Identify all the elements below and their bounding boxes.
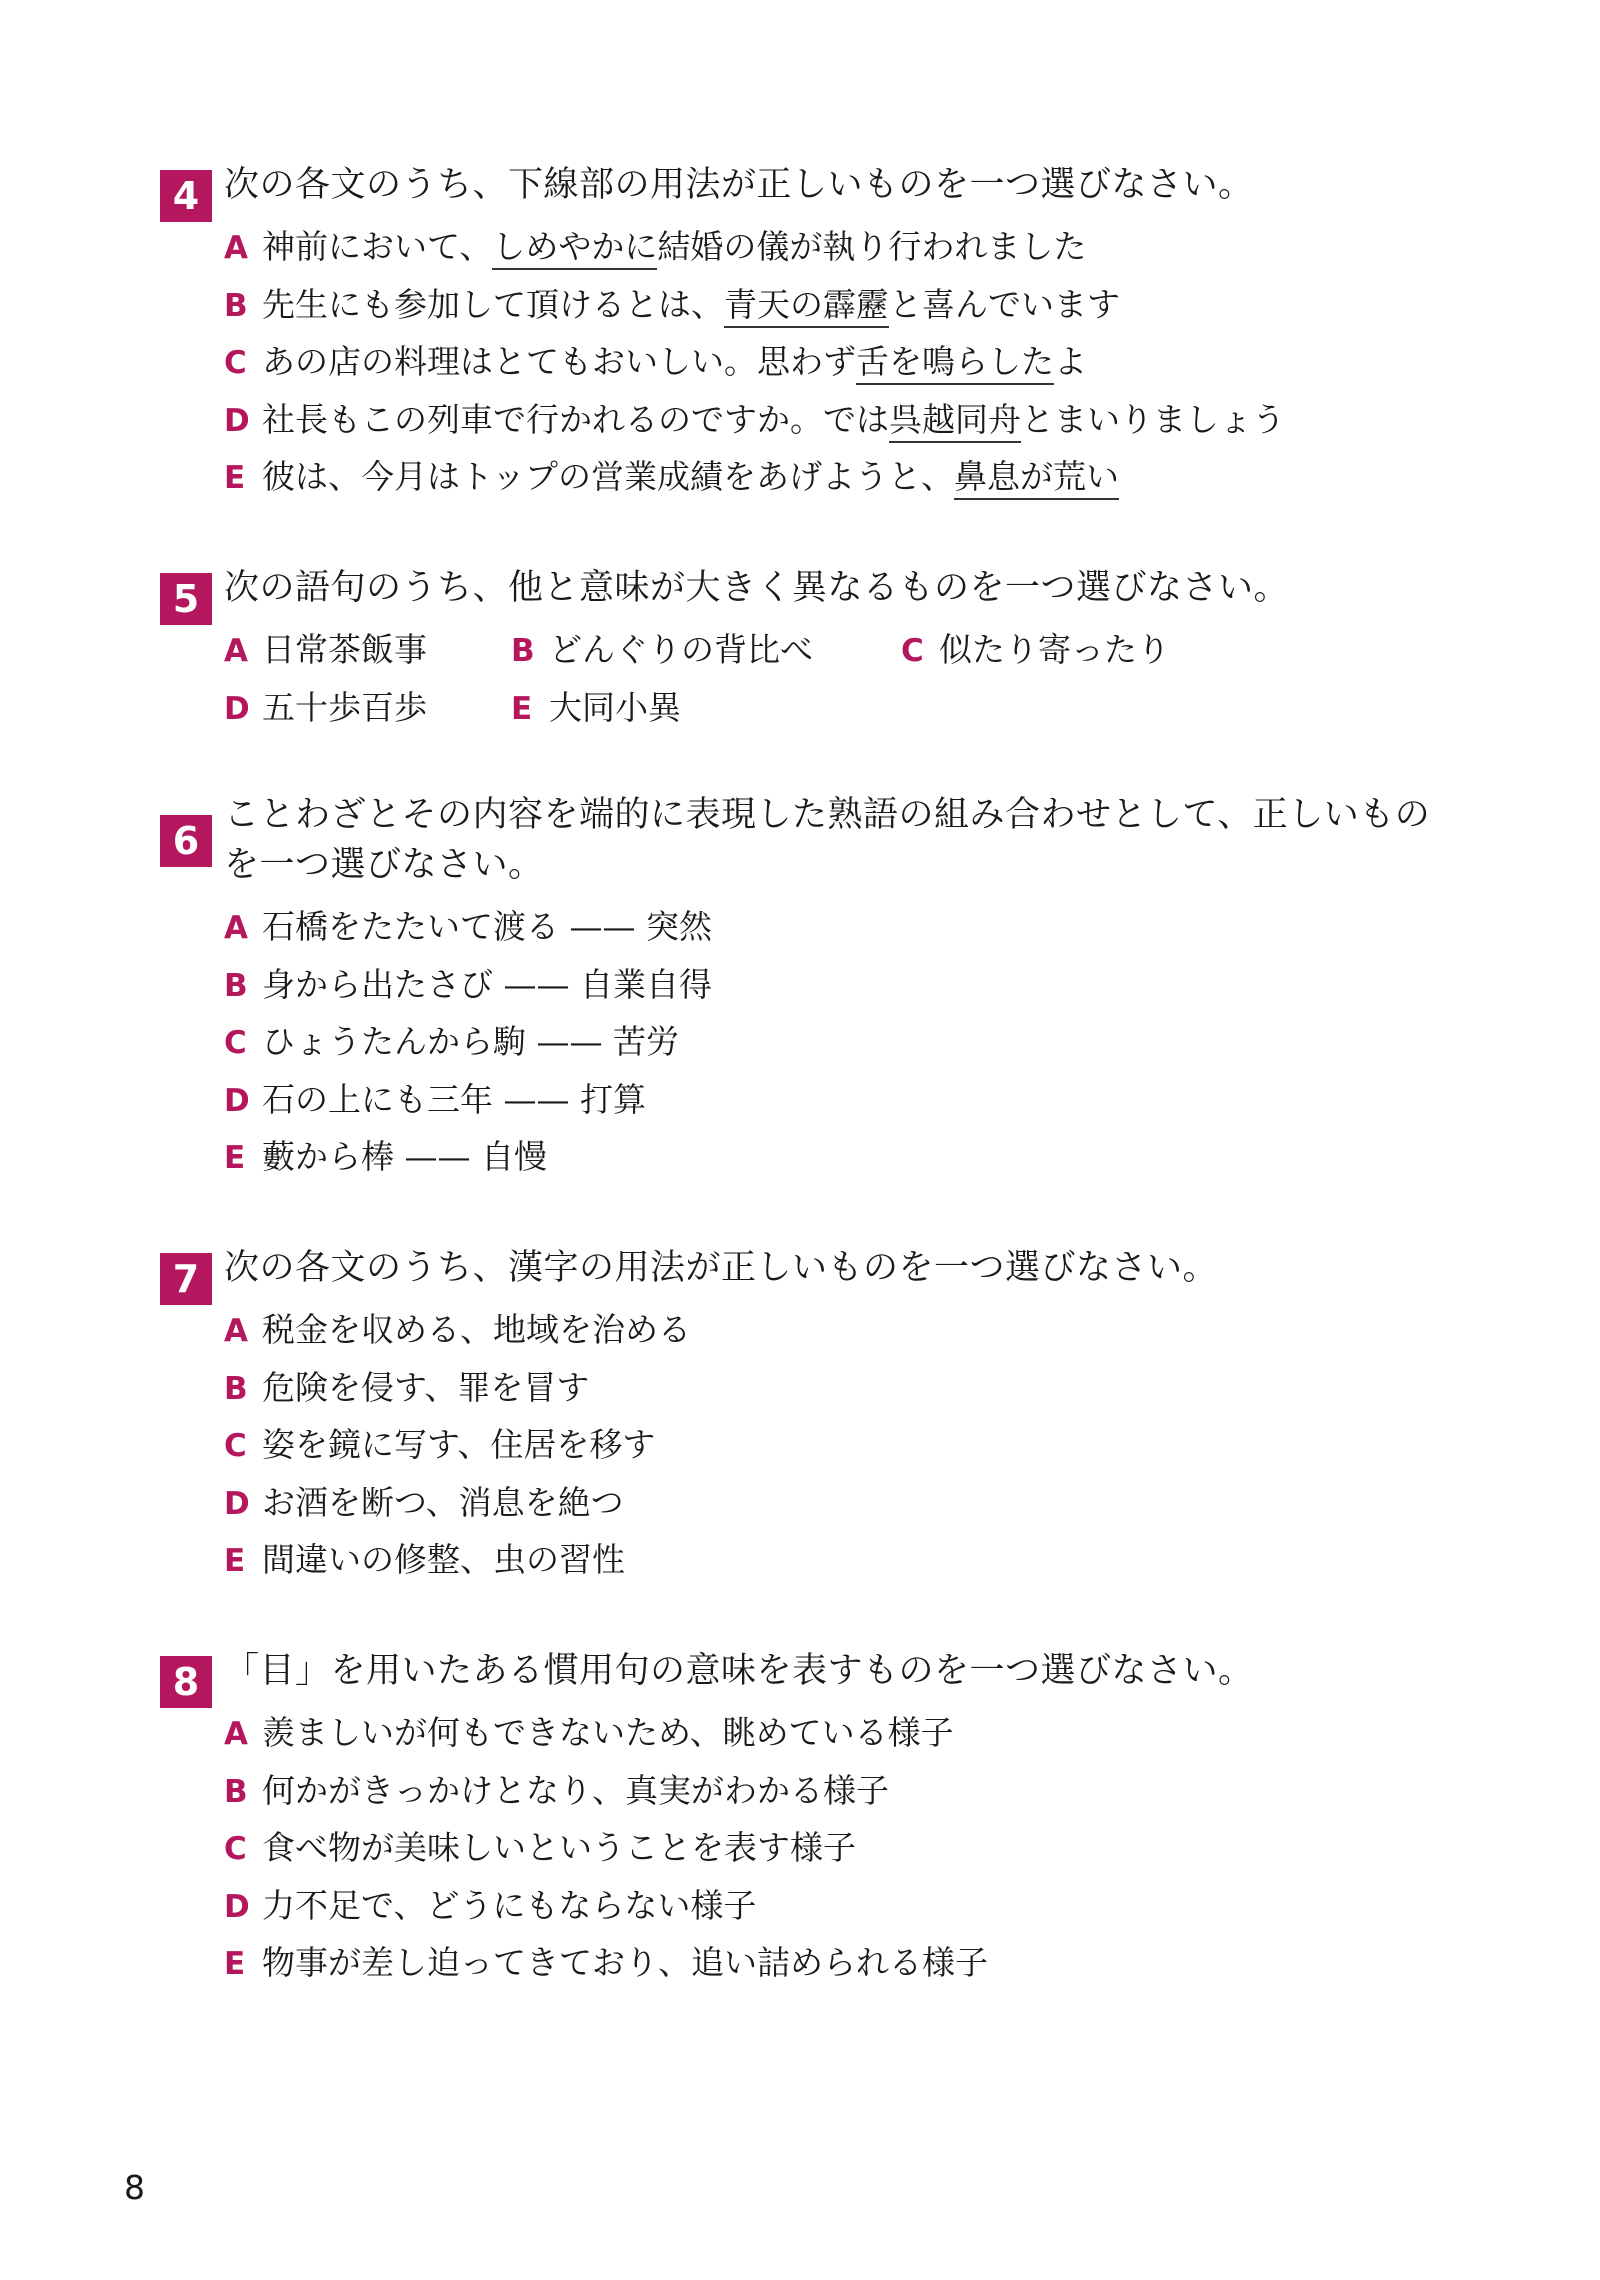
question-header [160, 790, 1480, 890]
option-text: 大同小異 [549, 687, 681, 727]
option-text: 姿を鏡に写す、住居を移す [262, 1425, 656, 1464]
option-letter: A [224, 1716, 248, 1752]
question-number-badge: 5 [160, 573, 212, 625]
question-text: 次の各文のうち、漢字の用法が正しいものを一つ選びなさい。 [224, 1248, 1219, 1288]
question-4 [160, 160, 1480, 506]
option-text: 力不足で、どうにもならない様子 [262, 1885, 757, 1925]
option-text: 危険を侵す、罪を冒す [262, 1367, 590, 1407]
option-letter: A [224, 910, 248, 946]
question-5 [160, 563, 1480, 736]
option-b[interactable] [511, 621, 901, 679]
option-text: 食べ物が美味しいということを表す様子 [262, 1828, 856, 1867]
option-letter: C [901, 633, 924, 669]
page-number: 8 [124, 2168, 145, 2207]
options-list [160, 1704, 1480, 1992]
option-text: 身から出たさび —— 自業自得 [262, 964, 712, 1004]
option-text: 何かがきっかけとなり、真実がわかる様子 [262, 1770, 889, 1810]
option-d[interactable] [224, 391, 1480, 449]
option-text: 物事が差し迫ってきており、追い詰められる様子 [262, 1943, 988, 1982]
option-letter: B [224, 967, 248, 1004]
question-number-badge: 6 [160, 815, 212, 867]
option-letter: D [224, 1888, 250, 1925]
option-text-pre: 神前において、 [262, 227, 493, 266]
option-row [224, 679, 1480, 737]
option-text: どんぐりの背比べ [549, 630, 813, 669]
question-text: 次の各文のうち、下線部の用法が正しいものを一つ選びなさい。 [224, 165, 1254, 205]
option-letter: D [224, 690, 250, 727]
option-text-pre: あの店の料理はとてもおいしい。思わず [262, 342, 856, 381]
options-list [160, 1301, 1480, 1589]
option-text: 税金を収める、地域を治める [262, 1310, 691, 1349]
option-e[interactable] [511, 679, 681, 737]
option-d[interactable] [224, 1877, 1480, 1935]
option-d[interactable] [224, 1071, 1480, 1129]
option-b[interactable] [224, 956, 1480, 1014]
option-c[interactable] [224, 1819, 1480, 1877]
option-letter: A [224, 633, 248, 669]
option-d[interactable] [224, 1474, 1480, 1532]
option-text-pre: 社長もこの列車で行かれるのですか。では [262, 399, 889, 439]
option-c[interactable] [901, 621, 1170, 679]
question-header [160, 1646, 1480, 1704]
option-letter: E [224, 1543, 246, 1579]
options-list [160, 218, 1480, 506]
option-text: 石の上にも三年 —— 打算 [262, 1079, 646, 1119]
question-7 [160, 1243, 1480, 1589]
underlined-phrase: 呉越同舟 [889, 400, 1021, 443]
option-letter: C [224, 345, 247, 381]
option-a[interactable] [224, 1704, 1480, 1762]
option-a[interactable] [224, 218, 1480, 276]
underlined-phrase: 青天の霹靂 [724, 285, 889, 328]
option-e[interactable] [224, 1531, 1480, 1589]
option-text: 日常茶飯事 [262, 630, 427, 669]
option-text-pre: 先生にも参加して頂けるとは、 [262, 284, 724, 324]
question-text-line-2: を一つ選びなさい。 [224, 845, 544, 885]
option-letter: D [224, 402, 250, 439]
option-text: お酒を断つ、消息を絶つ [262, 1482, 624, 1522]
option-letter: A [224, 1313, 248, 1349]
option-letter: E [511, 690, 533, 727]
option-a[interactable] [224, 898, 1480, 956]
option-text: 羨ましいが何もできないため、眺めている様子 [262, 1713, 954, 1752]
question-text: 次の語句のうち、他と意味が大きく異なるものを一つ選びなさい。 [224, 568, 1290, 608]
option-letter: D [224, 1082, 250, 1119]
option-letter: A [224, 230, 248, 266]
option-letter: B [224, 1773, 248, 1810]
option-text-post: よ [1054, 342, 1087, 381]
question-header [160, 1243, 1480, 1301]
option-e[interactable] [224, 448, 1480, 506]
options-list [160, 621, 1480, 736]
question-text: 「目」を用いたある慣用句の意味を表すものを一つ選びなさい。 [224, 1651, 1254, 1691]
option-letter: E [224, 1140, 246, 1176]
option-c[interactable] [224, 1013, 1480, 1071]
question-8 [160, 1646, 1480, 1992]
question-6 [160, 790, 1480, 1186]
option-letter: E [224, 1946, 246, 1982]
option-e[interactable] [224, 1934, 1480, 1992]
option-text-post: 結婚の儀が執り行われました [657, 227, 1087, 266]
question-header [160, 160, 1480, 218]
option-b[interactable] [224, 276, 1480, 334]
option-text: 藪から棒 —— 自慢 [262, 1137, 547, 1176]
option-letter: C [224, 1025, 247, 1061]
option-c[interactable] [224, 333, 1480, 391]
option-letter: C [224, 1831, 247, 1867]
option-letter: B [224, 287, 248, 324]
option-text-post: とまいりましょう [1021, 399, 1285, 439]
option-letter: E [224, 460, 246, 496]
option-text: 五十歩百歩 [262, 687, 427, 727]
option-row [224, 621, 1480, 679]
option-a[interactable] [224, 621, 511, 679]
question-number-badge: 7 [160, 1253, 212, 1305]
option-letter: B [224, 1370, 248, 1407]
option-text-pre: 彼は、今月はトップの営業成績をあげようと、 [262, 457, 955, 496]
options-list [160, 898, 1480, 1186]
option-text-post: と喜んでいます [889, 284, 1120, 324]
option-b[interactable] [224, 1762, 1480, 1820]
option-d[interactable] [224, 679, 511, 737]
option-letter: C [224, 1428, 247, 1464]
question-number-badge: 4 [160, 170, 212, 222]
option-e[interactable] [224, 1128, 1480, 1186]
underlined-phrase: しめやかに [492, 227, 657, 270]
option-letter: D [224, 1485, 250, 1522]
option-c[interactable] [224, 1416, 1480, 1474]
question-header [160, 563, 1480, 621]
option-text: 石橋をたたいて渡る —— 突然 [262, 907, 712, 946]
question-number-badge: 8 [160, 1656, 212, 1708]
underlined-phrase: 舌を鳴らした [856, 342, 1054, 385]
option-text: 間違いの修整、虫の習性 [262, 1540, 625, 1579]
option-a[interactable] [224, 1301, 1480, 1359]
option-b[interactable] [224, 1359, 1480, 1417]
question-text-line-1: ことわざとその内容を端的に表現した熟語の組み合わせとして、正しいもの [224, 795, 1431, 835]
option-text: ひょうたんから駒 —— 苦労 [262, 1022, 679, 1061]
underlined-phrase: 鼻息が荒い [954, 457, 1119, 500]
option-text: 似たり寄ったり [939, 630, 1170, 669]
option-letter: B [511, 633, 535, 669]
